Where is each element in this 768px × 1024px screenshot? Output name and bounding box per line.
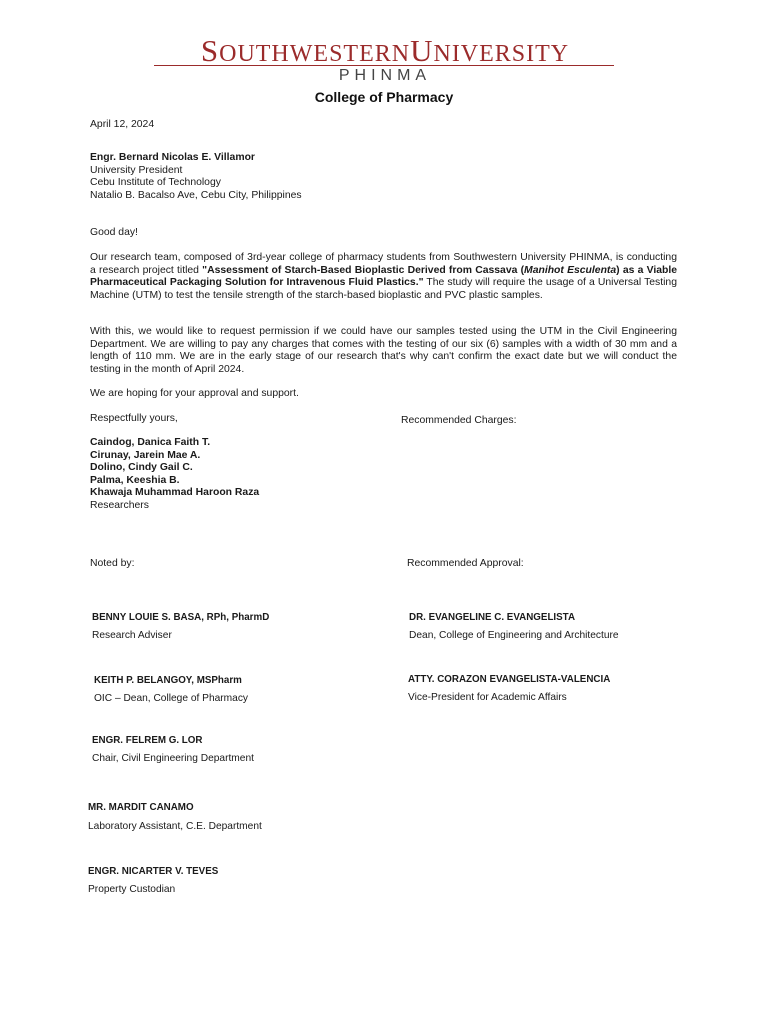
researcher-name: Cirunay, Jarein Mae A. xyxy=(90,449,201,461)
recipient-institution: Cebu Institute of Technology xyxy=(90,177,221,189)
signatory-title: Dean, College of Engineering and Architecture xyxy=(409,630,619,641)
signatory-name: ENGR. FELREM G. LOR xyxy=(92,735,203,746)
researcher-name: Dolino, Cindy Gail C. xyxy=(90,462,193,474)
researcher-name: Palma, Keeshia B. xyxy=(90,474,180,486)
signatory-title: Vice-President for Academic Affairs xyxy=(408,692,567,703)
signatory-title: Laboratory Assistant, C.E. Department xyxy=(88,821,262,832)
greeting: Good day! xyxy=(90,227,138,238)
body-paragraph-2: With this, we would like to request permission if we could have our samples tested using the UTM in the Civil Engineering Department. We are willing to pay any charges that comes with the testing of our six (6) samples with a width of 30 mm and a length of 110 mm. We are in the early stage of our research that's why can't confirm the exact date but we will conduct the testing in the month of April 2024. xyxy=(90,326,677,375)
noted-by-label: Noted by: xyxy=(90,558,135,569)
logo-subtitle: PHINMA xyxy=(338,67,432,84)
researchers-label: Researchers xyxy=(90,500,149,511)
signatory-name: ATTY. CORAZON EVANGELISTA-VALENCIA xyxy=(408,674,611,685)
signatory-title: Chair, Civil Engineering Department xyxy=(92,753,254,764)
recipient-title: University President xyxy=(90,164,183,176)
college-name: College of Pharmacy xyxy=(314,89,454,105)
researcher-name: Caindog, Danica Faith T. xyxy=(90,437,211,448)
signatory-name: DR. EVANGELINE C. EVANGELISTA xyxy=(409,612,576,623)
signatory-title: Research Adviser xyxy=(92,630,172,641)
signatory-name: MR. MARDIT CANAMO xyxy=(88,802,194,813)
university-logo xyxy=(150,33,620,88)
signatory-name: ENGR. NICARTER V. TEVES xyxy=(88,866,219,877)
body-paragraph-1: Our research team, composed of 3rd-year college of pharmacy students from Southwestern University PHINMA, is conducting a research project titled "Assessment of Starch-Based Bioplastic Derived from Cassava (Manihot Esculenta) as a Viable Pharmaceutical Packaging Solution for Intravenous Fluid Plastics." The study will require the usage of a Universal Testing Machine (UTM) to test the tensile strength of the starch-based bioplastic and PVC plastic samples. xyxy=(90,252,678,301)
signatory-name: KEITH P. BELANGOY, MSPharm xyxy=(94,675,242,686)
signatory-name: BENNY LOUIE S. BASA, RPh, PharmD xyxy=(92,612,270,623)
logo-wordmark: SOUTHWESTERNUNIVERSITY xyxy=(200,33,570,68)
recommended-approval-label: Recommended Approval: xyxy=(407,558,524,569)
body-paragraph-3: We are hoping for your approval and support. xyxy=(90,388,299,399)
researcher-name: Khawaja Muhammad Haroon Raza xyxy=(90,487,260,499)
signatory-title: Property Custodian xyxy=(88,884,176,895)
recipient-address: Natalio B. Bacalso Ave, Cebu City, Philippines xyxy=(90,189,302,201)
recommended-charges-label: Recommended Charges: xyxy=(401,415,517,426)
recipient-name: Engr. Bernard Nicolas E. Villamor xyxy=(90,152,255,163)
signatory-title: OIC – Dean, College of Pharmacy xyxy=(94,693,249,704)
closing: Respectfully yours, xyxy=(90,413,178,424)
letter-date: April 12, 2024 xyxy=(90,119,155,130)
